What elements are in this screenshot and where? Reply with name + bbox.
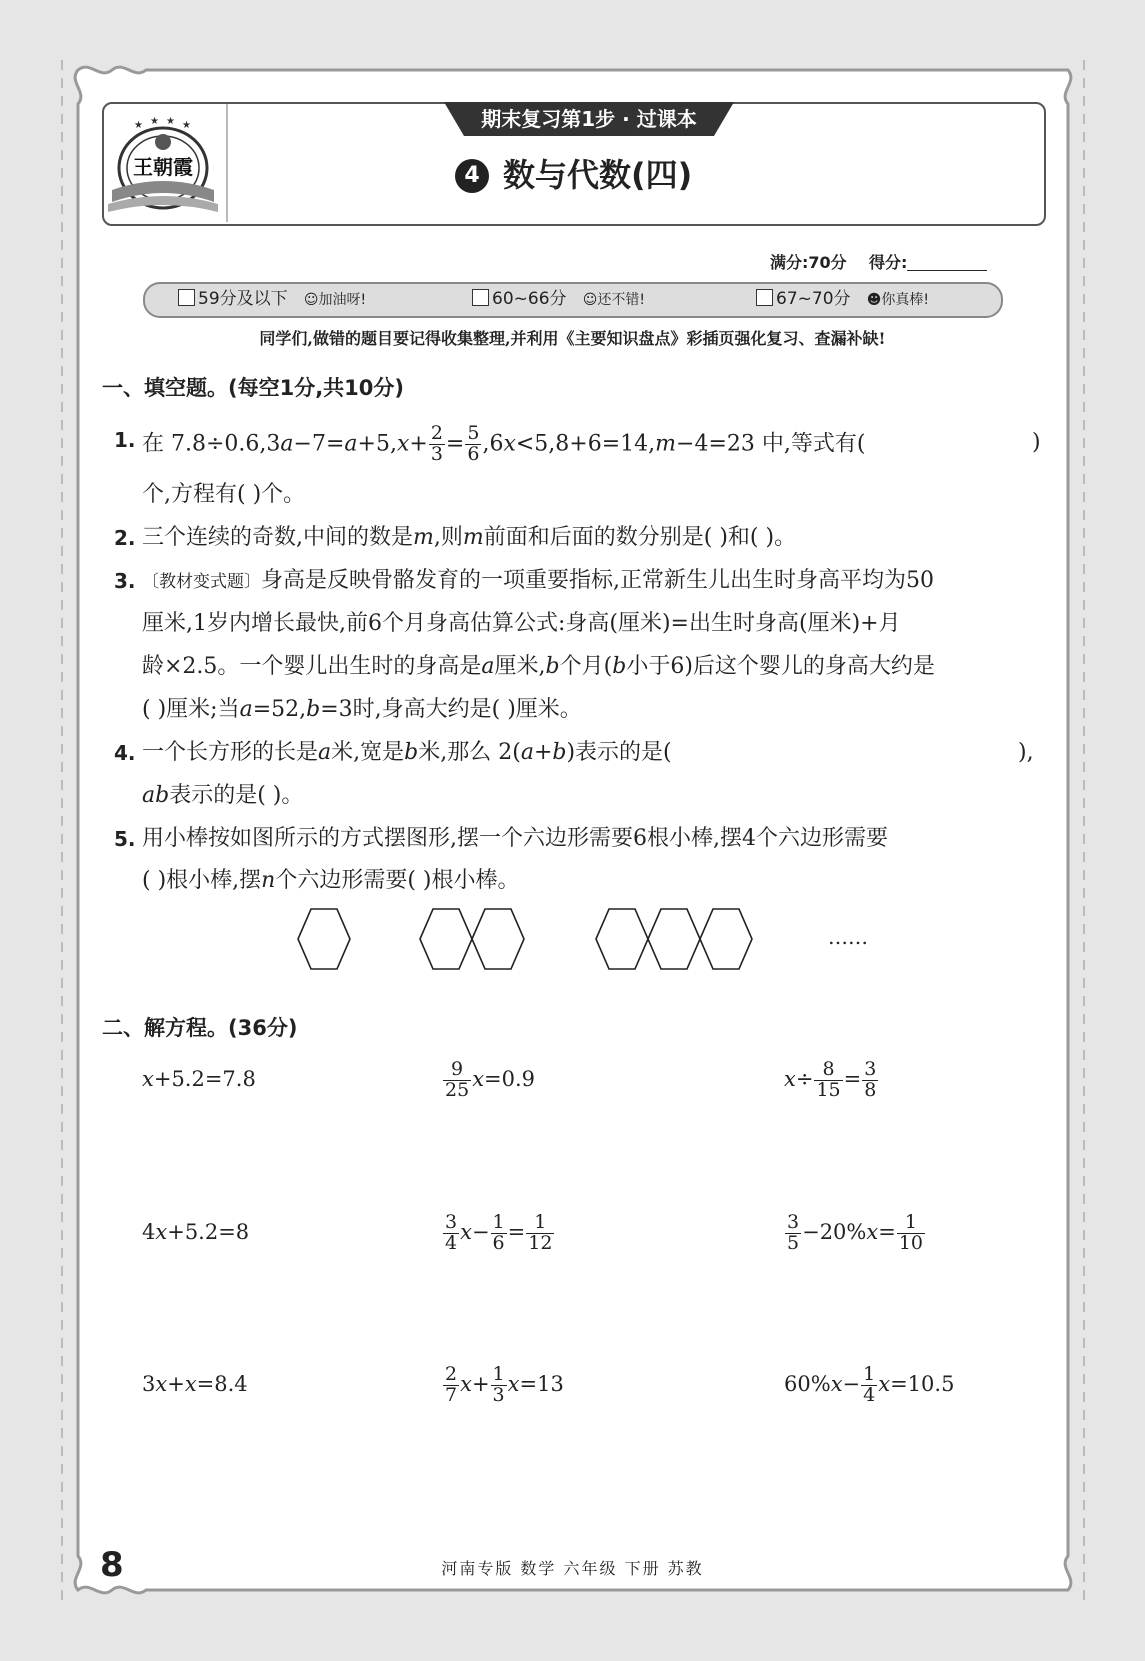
question-1-line-2[interactable]: 个,方程有( )个。: [142, 482, 306, 507]
section-1-title: 一、填空题。(每空1分,共10分): [102, 376, 405, 400]
fraction: $\frac{8}{15}$: [816, 1058, 841, 1101]
ellipsis: ……: [828, 925, 868, 949]
header-divider: [226, 104, 228, 222]
fraction: $\frac{3}{4}$: [445, 1211, 458, 1254]
fraction: $\frac{2}{7}$: [445, 1363, 458, 1406]
rating-label: 60~66分: [492, 289, 567, 309]
fraction: $\frac{1}{4}$: [863, 1363, 876, 1406]
fraction: $\frac{5}{6}$: [467, 422, 480, 465]
rating-comment: 加油呀!: [318, 292, 367, 308]
svg-text:★: ★: [134, 120, 143, 131]
question-3-line-3: 龄×2.5。一个婴儿出生时的身高是a厘米,b个月(b小于6)后这个婴儿的身高大约是: [142, 654, 935, 679]
hexagon: [472, 909, 524, 969]
question-5-line-2[interactable]: ( )根小棒,摆n个六边形需要( )根小棒。: [142, 868, 520, 893]
question-5-line-1: 用小棒按如图所示的方式摆图形,摆一个六边形需要6根小棒,摆4个六边形需要: [142, 826, 888, 851]
page-number: 8: [100, 1545, 124, 1585]
unit-title: [455, 150, 755, 200]
answer-bracket-close: ): [1032, 430, 1041, 455]
notice-text: 同学们,做错的题目要记得收集整理,并利用《主要知识盘点》彩插页强化复习、查漏补缺!: [259, 329, 886, 348]
fraction: $\frac{9}{25}$: [445, 1058, 470, 1101]
question-number: 5.: [114, 827, 136, 851]
equation-8: $\frac{2}{7}$ x+ $\frac{1}{3}$ x=13: [445, 1363, 564, 1406]
equation-7: 3x+x=8.4: [142, 1372, 248, 1396]
section-2-title: 二、解方程。(36分): [102, 1016, 298, 1040]
svg-text:★: ★: [150, 116, 159, 127]
checkbox[interactable]: [472, 289, 489, 306]
unit-title-text: 数与代数(四): [503, 156, 693, 194]
rating-item-1: [178, 286, 366, 312]
face-icon: ☺: [303, 292, 319, 308]
rating-comment: 还不错!: [597, 292, 645, 308]
hexagon: [420, 909, 472, 969]
smile-icon: ☺: [582, 292, 598, 308]
equation-4: 4x+5.2=8: [142, 1220, 250, 1244]
question-4-line-2[interactable]: ab表示的是( )。: [142, 783, 304, 808]
question-number: 4.: [114, 741, 136, 765]
equation-3: x÷ $\frac{8}{15}$ = $\frac{3}{8}$: [784, 1058, 877, 1101]
step-banner: 期末复习第1步 · 过课本: [481, 107, 697, 131]
fraction: $\frac{2}{3}$: [430, 422, 443, 465]
equation-9: 60%x− $\frac{1}{4}$ x=10.5: [784, 1363, 955, 1406]
fraction: $\frac{1}{6}$: [492, 1211, 505, 1254]
hexagon: [700, 909, 752, 969]
question-4-line-1[interactable]: 一个长方形的长是a米,宽是b米,那么 2(a+b)表示的是(: [142, 740, 672, 765]
checkbox[interactable]: [756, 289, 773, 306]
question-number: 3.: [114, 569, 136, 593]
question-2[interactable]: 三个连续的奇数,中间的数是m,则m前面和后面的数分别是( )和( )。: [142, 525, 797, 550]
question-3-line-2: 厘米,1岁内增长最快,前6个月身高估算公式:身高(厘米)=出生时身高(厘米)+月: [142, 611, 901, 636]
hexagon-pattern-figure: [290, 904, 770, 974]
svg-text:★: ★: [166, 116, 175, 127]
score-blank[interactable]: [907, 254, 987, 271]
fraction: $\frac{1}{10}$: [898, 1211, 924, 1254]
brand-logo: [104, 112, 222, 216]
question-3-line-1: 〔教材变式题〕身高是反映骨骼发育的一项重要指标,正常新生儿出生时身高平均为50: [142, 568, 934, 593]
equation-5: $\frac{3}{4}$ x− $\frac{1}{6}$ = $\frac{1}{12}$: [445, 1211, 553, 1254]
equation-2: $\frac{9}{25}$ x=0.9: [445, 1058, 536, 1101]
fraction: $\frac{1}{12}$: [528, 1211, 553, 1254]
rating-label: 59分及以下: [198, 289, 288, 309]
footer-text: 河南专版 数学 六年级 下册 苏教: [441, 1559, 704, 1578]
equation-1: x+5.2=7.8: [142, 1067, 256, 1091]
tag-label: 〔教材变式题〕: [142, 572, 261, 592]
rating-item-2: [472, 286, 645, 312]
fraction: $\frac{3}{5}$: [787, 1211, 800, 1254]
question-number: 2.: [114, 526, 136, 550]
question-3-line-4[interactable]: ( )厘米;当a=52,b=3时,身高大约是( )厘米。: [142, 697, 582, 722]
question-1-line-1: 在 7.8÷0.6,3a−7=a+5,x+ $\frac{2}{3}$ = $\frac{5}{6}$ ,6x<5,8+6=14,m−4=23 中,等式有(: [142, 422, 866, 465]
fraction: $\frac{1}{3}$: [492, 1363, 505, 1406]
unit-number-badge: 4: [455, 159, 489, 193]
checkbox[interactable]: [178, 289, 195, 306]
hexagon: [596, 909, 648, 969]
hexagon: [298, 909, 350, 969]
face-icon: ☻: [866, 292, 882, 308]
score-line: [770, 250, 987, 273]
rating-item-3: [756, 286, 929, 312]
question-number: 1.: [114, 428, 136, 452]
fraction: $\frac{3}{8}$: [864, 1058, 877, 1101]
rating-comment: 你真棒!: [881, 292, 929, 308]
equation-6: $\frac{3}{5}$ −20%x= $\frac{1}{10}$: [787, 1211, 924, 1254]
hexagon: [648, 909, 700, 969]
svg-text:★: ★: [182, 120, 191, 131]
rating-label: 67~70分: [776, 289, 851, 309]
got-score-label: 得分:: [868, 253, 908, 272]
full-score-label: 满分:70分: [770, 253, 847, 272]
answer-bracket-close: ),: [1018, 740, 1034, 765]
svg-text:王朝霞: 王朝霞: [133, 155, 193, 179]
